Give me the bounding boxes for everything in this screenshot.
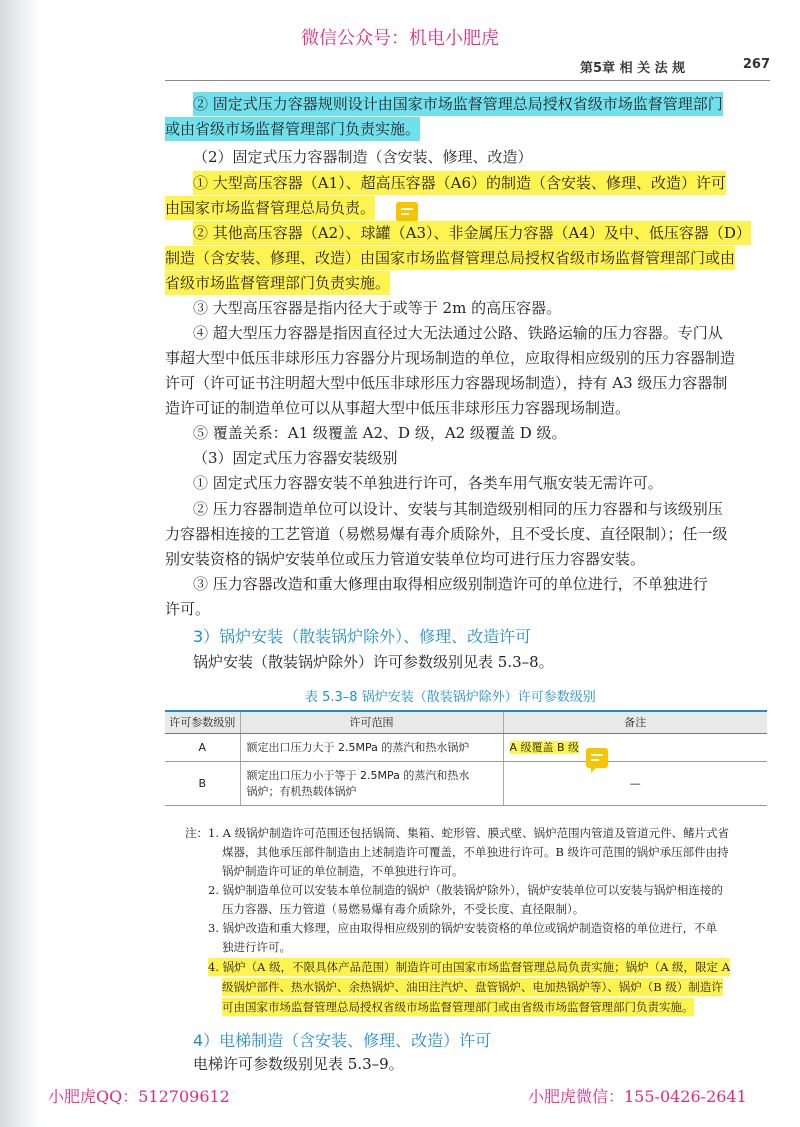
watermark-bottom-right: 小肥虎微信：155-0426-2641 (528, 1087, 747, 1106)
text-line: 锅炉安装（散装锅炉除外）许可参数级别见表 5.3–8。 (193, 653, 554, 671)
table-cell-level: A (165, 733, 240, 761)
text-line: 省级市场监督管理部门负责实施。 (165, 271, 390, 295)
table-cell-scope (240, 761, 503, 805)
text-line: ② 压力容器制造单位可以设计、安装与其制造级别相同的压力容器和与该级别压 (193, 500, 723, 518)
note-line: 可由国家市场监督管理总局授权省级市场监督管理部门或由省级市场监督管理部门负责实施。 (222, 1000, 694, 1014)
text-line: 别安装资格的锅炉安装单位或压力管道安装单位均可进行压力容器安装。 (165, 550, 646, 568)
note-line: 锅炉制造许可证的单位制造，不单独进行许可。 (222, 864, 464, 878)
note-line: 独进行许可。 (222, 940, 291, 954)
text-line: ③ 大型高压容器是指内径大于或等于 2m 的高压容器。 (193, 299, 562, 317)
text-line: ② 其他高压容器（A2）、球罐（A3）、非金属压力容器（A4）及中、低压容器（D） (193, 221, 751, 245)
text-line: ⑤ 覆盖关系：A1 级覆盖 A2、D 级，A2 级覆盖 D 级。 (193, 424, 567, 442)
text-line: 许可（许可证书注明超大型中低压非球形压力容器现场制造），持有 A3 级压力容器制 (165, 374, 728, 392)
scope-line: 锅炉；有机热载体锅炉 (246, 785, 357, 798)
comment-note-icon[interactable] (396, 202, 418, 222)
remark-highlight: A 级覆盖 B 级 (509, 741, 580, 754)
text-line: ① 大型高压容器（A1）、超高压容器（A6）的制造（含安装、修理、改造）许可 (193, 171, 726, 195)
book-spine-shadow (0, 0, 40, 1127)
watermark-bottom-left: 小肥虎QQ：512709612 (48, 1087, 230, 1106)
text-line: 事超大型中低压非球形压力容器分片现场制造的单位，应取得相应级别的压力容器制造 (165, 349, 736, 367)
text-line: 电梯许可参数级别见表 5.3–9。 (193, 1055, 404, 1073)
chapter-title: 第5章 相 关 法 规 (580, 61, 686, 76)
table-header-cell: 备注 (503, 711, 767, 733)
page-number: 267 (742, 57, 770, 72)
permit-level-table (165, 710, 767, 806)
note-line: 级锅炉部件、热水锅炉、余热锅炉、油田注汽炉、盘管锅炉、电加热锅炉等）、锅炉（B 级）制造许 (222, 980, 723, 994)
table-cell-remark: — (503, 761, 767, 805)
table-row (165, 733, 767, 761)
section-heading: 4）电梯制造（含安装、修理、改造）许可 (193, 1031, 492, 1050)
table-cell-scope: 额定出口压力大于 2.5MPa 的蒸汽和热水锅炉 (240, 733, 503, 761)
text-line: 力容器相连接的工艺管道（易燃易爆有毒介质除外，且不受长度、直径限制）；任一级 (165, 525, 728, 543)
text-line: ④ 超大型压力容器是指因直径过大无法通过公路、铁路运输的压力容器。专门从 (193, 324, 723, 342)
text-line: ② 固定式压力容器规则设计由国家市场监督管理总局授权省级市场监督管理部门 (193, 92, 723, 116)
text-line: 由国家市场监督管理总局负责。 (165, 196, 375, 220)
header-rule (165, 80, 770, 81)
text-line: ③ 压力容器改造和重大修理由取得相应级别制造许可的单位进行，不单独进行 (193, 575, 708, 593)
table-caption: 表 5.3–8 锅炉安装（散装锅炉除外）许可参数级别 (305, 690, 596, 705)
note-line: 2. 锅炉制造单位可以安装本单位制造的锅炉（散装锅炉除外），锅炉安装单位可以安装与锅炉相连接的 (208, 883, 723, 897)
text-line: （3）固定式压力容器安装级别 (193, 449, 398, 467)
text-line: 制造（含安装、修理、改造）由国家市场监督管理总局授权省级市场监督管理部门或由 (165, 246, 735, 270)
note-line: 注：1. A 级锅炉制造许可范围还包括锅筒、集箱、蛇形管、膜式壁、锅炉范围内管道及管道元件、鳍片式省 (185, 826, 730, 840)
table-cell-remark (503, 733, 767, 761)
table-row (165, 761, 767, 805)
table-header-row (165, 711, 767, 733)
comment-note-icon[interactable] (586, 748, 608, 768)
watermark-top: 微信公众号：机电小肥虎 (301, 28, 499, 49)
text-line: 或由省级市场监督管理部门负责实施。 (165, 117, 420, 141)
text-line: 造许可证的制造单位可以从事超大型中低压非球形压力容器现场制造。 (165, 399, 631, 417)
note-line: 压力容器、压力管道（易燃易爆有毒介质除外，不受长度、直径限制）。 (222, 902, 585, 916)
text-line: （2）固定式压力容器制造（含安装、修理、改造） (193, 148, 533, 166)
table-header-cell: 许可参数级别 (165, 711, 240, 733)
table-cell-level: B (165, 761, 240, 805)
running-head (580, 57, 770, 76)
table-header-cell: 许可范围 (240, 711, 503, 733)
scope-line: 额定出口压力小于等于 2.5MPa 的蒸汽和热水 (246, 769, 470, 782)
note-line: 3. 锅炉改造和重大修理，应由取得相应级别的锅炉安装资格的单位或锅炉制造资格的单位进行，不单 (208, 921, 718, 935)
text-line: ① 固定式压力容器安装不单独进行许可，各类车用气瓶安装无需许可。 (193, 474, 663, 492)
text-line: 许可。 (165, 600, 211, 618)
note-line: 4. 锅炉（A 级，不限具体产品范围）制造许可由国家市场监督管理总局负责实施；锅炉（A 级，限定 A (208, 960, 731, 974)
section-heading: 3）锅炉安装（散装锅炉除外）、修理、改造许可 (193, 627, 532, 646)
note-line: 煤器，其他承压部件制造由上述制造许可覆盖，不单独进行许可。B 级许可范围的锅炉承压部件由持 (222, 845, 729, 859)
